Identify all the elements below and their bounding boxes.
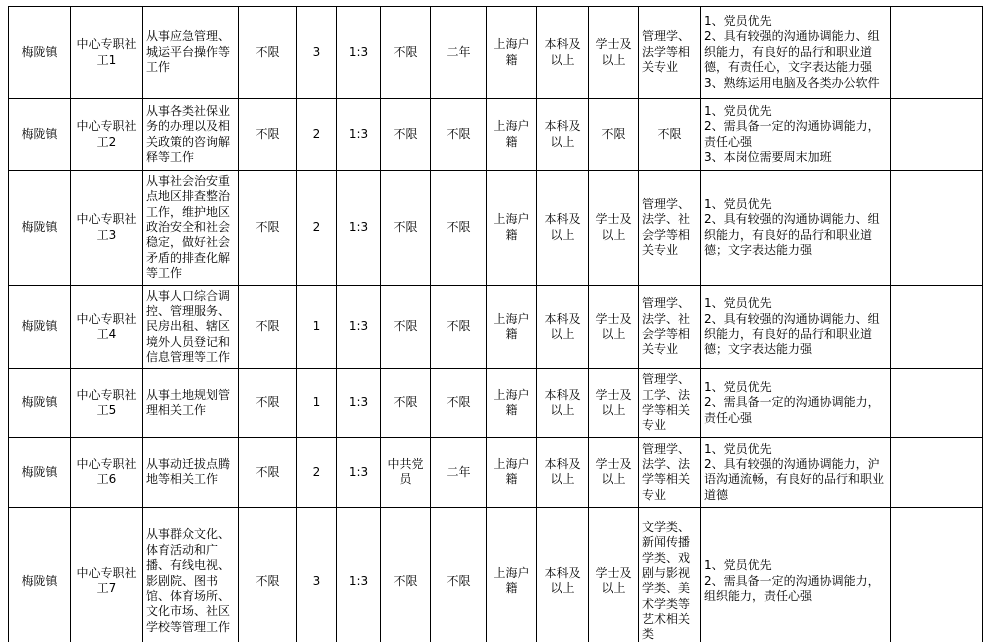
cell-major-requirement: 不限: [239, 437, 297, 507]
cell-political-status: 不限: [381, 7, 431, 99]
cell-exam-ratio: 1:3: [337, 285, 381, 369]
requirement-line: 2、需具备一定的沟通协调能力，责任心强: [704, 119, 880, 149]
cell-exam-ratio: 1:3: [337, 99, 381, 171]
cell-other-requirements: [701, 369, 891, 437]
cell-household: 上海户籍: [487, 507, 537, 642]
cell-headcount: 2: [297, 437, 337, 507]
cell-street: 梅陇镇: [9, 171, 71, 286]
cell-position-name: 中心专职社工7: [71, 507, 143, 642]
cell-household: 上海户籍: [487, 7, 537, 99]
cell-duties: 从事社会治安重点地区排查整治工作，维护地区政治安全和社会稳定，做好社会矛盾的排查化解等工作: [143, 171, 239, 286]
cell-household: 上海户籍: [487, 437, 537, 507]
requirement-line: 2、具有较强的沟通协调能力，沪语沟通流畅，有良好的品行和职业道德: [704, 456, 885, 502]
cell-political-status: 不限: [381, 99, 431, 171]
cell-other-requirements: [701, 437, 891, 507]
cell-political-status: 不限: [381, 507, 431, 642]
requirement-line: 2、需具备一定的沟通协调能力，责任心强: [704, 395, 880, 425]
cell-remarks: [891, 171, 983, 286]
cell-work-experience: 不限: [431, 171, 487, 286]
cell-education: 本科及以上: [537, 285, 589, 369]
cell-remarks: [891, 437, 983, 507]
cell-street: 梅陇镇: [9, 369, 71, 437]
requirement-line: 1、党员优先: [704, 296, 772, 311]
requirement-line: 2、具有较强的沟通协调能力、组织能力，有良好的品行和职业道德；文字表达能力强: [704, 212, 880, 258]
cell-other-requirements: [701, 99, 891, 171]
cell-headcount: 1: [297, 285, 337, 369]
cell-degree: 学士及以上: [589, 507, 639, 642]
table-row: [9, 437, 983, 507]
cell-degree: 学士及以上: [589, 285, 639, 369]
requirement-line: 3、本岗位需要周末加班: [704, 149, 832, 164]
cell-degree: 不限: [589, 99, 639, 171]
cell-duties: 从事各类社保业务的办理以及相关政策的咨询解释等工作: [143, 99, 239, 171]
cell-work-experience: 不限: [431, 285, 487, 369]
cell-political-status: 中共党员: [381, 437, 431, 507]
cell-duties: 从事群众文化、体育活动和广播、有线电视、影剧院、图书馆、体育场所、文化市场、社区学校等管理工作: [143, 507, 239, 642]
cell-exam-ratio: 1:3: [337, 7, 381, 99]
cell-headcount: 3: [297, 507, 337, 642]
cell-education: 本科及以上: [537, 171, 589, 286]
cell-remarks: [891, 369, 983, 437]
cell-specialty: 管理学、法学、法学等相关专业: [639, 437, 701, 507]
requirement-line: 1、党员优先: [704, 197, 772, 212]
cell-political-status: 不限: [381, 369, 431, 437]
cell-work-experience: 二年: [431, 7, 487, 99]
requirement-line: 1、党员优先: [704, 14, 772, 29]
cell-other-requirements: [701, 171, 891, 286]
cell-exam-ratio: 1:3: [337, 507, 381, 642]
cell-specialty: 不限: [639, 99, 701, 171]
cell-household: 上海户籍: [487, 285, 537, 369]
table-row: [9, 507, 983, 642]
cell-specialty: 管理学、法学、社会学等相关专业: [639, 171, 701, 286]
cell-street: 梅陇镇: [9, 285, 71, 369]
cell-major-requirement: 不限: [239, 171, 297, 286]
cell-street: 梅陇镇: [9, 7, 71, 99]
cell-political-status: 不限: [381, 285, 431, 369]
table-row: [9, 99, 983, 171]
requirement-line: 3、熟练运用电脑及各类办公软件: [704, 75, 880, 90]
requirement-line: 2、具有较强的沟通协调能力、组织能力，有良好的品行和职业道德；文字表达能力强: [704, 311, 880, 357]
cell-education: 本科及以上: [537, 437, 589, 507]
cell-remarks: [891, 507, 983, 642]
cell-remarks: [891, 99, 983, 171]
table-body: [9, 7, 983, 642]
cell-street: 梅陇镇: [9, 437, 71, 507]
cell-position-name: 中心专职社工4: [71, 285, 143, 369]
cell-exam-ratio: 1:3: [337, 369, 381, 437]
cell-headcount: 3: [297, 7, 337, 99]
cell-duties: 从事应急管理、城运平台操作等工作: [143, 7, 239, 99]
cell-position-name: 中心专职社工2: [71, 99, 143, 171]
cell-headcount: 1: [297, 369, 337, 437]
cell-education: 本科及以上: [537, 99, 589, 171]
cell-major-requirement: 不限: [239, 99, 297, 171]
cell-degree: 学士及以上: [589, 437, 639, 507]
cell-education: 本科及以上: [537, 7, 589, 99]
cell-work-experience: 不限: [431, 369, 487, 437]
cell-household: 上海户籍: [487, 369, 537, 437]
cell-work-experience: 不限: [431, 507, 487, 642]
cell-other-requirements: [701, 7, 891, 99]
cell-specialty: 管理学、法学等相关专业: [639, 7, 701, 99]
cell-household: 上海户籍: [487, 99, 537, 171]
cell-work-experience: 二年: [431, 437, 487, 507]
cell-duties: 从事人口综合调控、管理服务、民房出租、辖区境外人员登记和信息管理等工作: [143, 285, 239, 369]
cell-degree: 学士及以上: [589, 7, 639, 99]
cell-major-requirement: 不限: [239, 7, 297, 99]
cell-duties: 从事动迁拔点腾地等相关工作: [143, 437, 239, 507]
requirement-line: 1、党员优先: [704, 558, 772, 573]
cell-education: 本科及以上: [537, 369, 589, 437]
cell-specialty: 文学类、新闻传播学类、戏剧与影视学类、美术学类等艺术相关类: [639, 507, 701, 642]
cell-major-requirement: 不限: [239, 507, 297, 642]
cell-headcount: 2: [297, 99, 337, 171]
requirement-line: 1、党员优先: [704, 103, 772, 118]
cell-major-requirement: 不限: [239, 369, 297, 437]
table-row: [9, 369, 983, 437]
recruitment-table: [8, 6, 983, 642]
requirement-line: 1、党员优先: [704, 379, 772, 394]
cell-political-status: 不限: [381, 171, 431, 286]
cell-street: 梅陇镇: [9, 99, 71, 171]
requirement-line: 1、党员优先: [704, 441, 772, 456]
table-row: [9, 171, 983, 286]
cell-duties: 从事土地规划管理相关工作: [143, 369, 239, 437]
cell-position-name: 中心专职社工1: [71, 7, 143, 99]
table-row: [9, 7, 983, 99]
cell-headcount: 2: [297, 171, 337, 286]
cell-remarks: [891, 7, 983, 99]
cell-position-name: 中心专职社工5: [71, 369, 143, 437]
cell-degree: 学士及以上: [589, 369, 639, 437]
cell-specialty: 管理学、法学、社会学等相关专业: [639, 285, 701, 369]
cell-position-name: 中心专职社工3: [71, 171, 143, 286]
cell-position-name: 中心专职社工6: [71, 437, 143, 507]
requirement-line: 2、需具备一定的沟通协调能力，组织能力，责任心强: [704, 573, 880, 603]
cell-education: 本科及以上: [537, 507, 589, 642]
cell-remarks: [891, 285, 983, 369]
cell-exam-ratio: 1:3: [337, 437, 381, 507]
cell-other-requirements: [701, 285, 891, 369]
cell-exam-ratio: 1:3: [337, 171, 381, 286]
cell-other-requirements: [701, 507, 891, 642]
cell-major-requirement: 不限: [239, 285, 297, 369]
cell-specialty: 管理学、工学、法学等相关专业: [639, 369, 701, 437]
cell-household: 上海户籍: [487, 171, 537, 286]
table-row: [9, 285, 983, 369]
cell-street: 梅陇镇: [9, 507, 71, 642]
requirement-line: 2、具有较强的沟通协调能力、组织能力，有良好的品行和职业道德，有责任心，文字表达能力强: [704, 29, 880, 75]
cell-work-experience: 不限: [431, 99, 487, 171]
cell-degree: 学士及以上: [589, 171, 639, 286]
